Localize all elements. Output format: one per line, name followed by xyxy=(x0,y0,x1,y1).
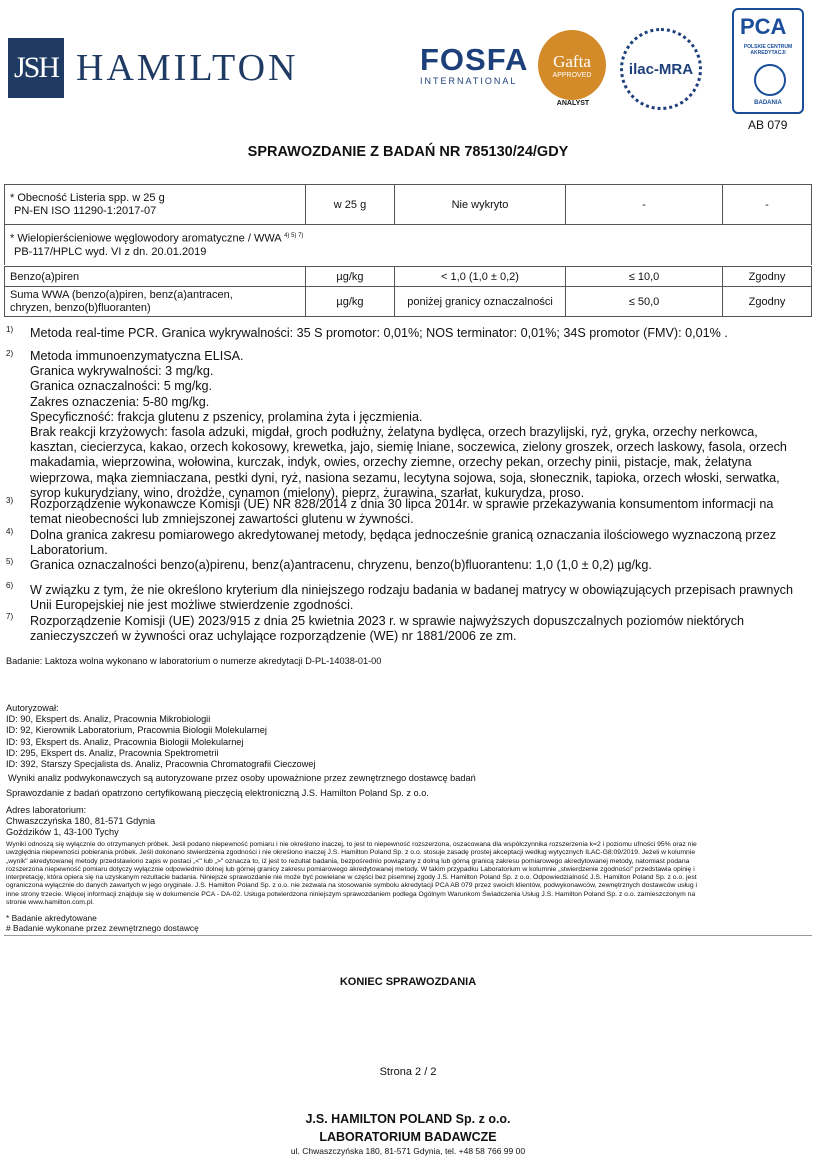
legend-external: # Badanie wykonane przez zewnętrznego dostawcę xyxy=(6,923,199,933)
accreditation-number: AB 079 xyxy=(748,118,788,132)
unit-cell: µg/kg xyxy=(306,267,395,287)
unit-cell: w 25 g xyxy=(306,185,395,225)
results-table-wwa xyxy=(4,266,812,317)
report-title: SPRAWOZDANIE Z BADAŃ NR 785130/24/GDY xyxy=(247,144,569,160)
legend xyxy=(6,913,199,933)
address-line: Chwaszczyńska 180, 81-571 Gdynia xyxy=(6,815,156,826)
authorized-label: Autoryzował: xyxy=(6,703,59,713)
result-cell: poniżej granicy oznaczalności xyxy=(395,287,566,317)
footnote-number: 7) xyxy=(6,612,14,621)
test-name: * Wielopierścieniowe węglowodory aromatyczne / WWA xyxy=(10,233,282,246)
results-table-top xyxy=(4,184,812,265)
divider xyxy=(4,935,812,936)
disclaimer: Wyniki odnoszą się wyłącznie do otrzymanych próbek. Jeśli podano niepewność pomiaru i nie określono inaczej, to jest to niepewność rozszerzona, oszacowana dla współczynnika rozszerzenia k=2 i poziomu ufności 95% oraz nie uwzględnia niepewności pobierania próbek. Jeśli dokonano stwierdzenia zgodności i nie określono inaczej J.S. Hamilton Poland Sp. z o.o. stosuje zasadę prostej akceptacji według wytycznych ILAC-G8:09/2019. Jeżeli w kolumnie „wynik" akredytowanej metody przedstawiono zapis w postaci „<" lub „>" oznacza to, iż jest to rezultat badania, bezpośrednio powiązany z dolną lub górną granicą zakresu pomiarowego akredytowanej metody, natomiast podana rozszerzona niepewność pomiaru dotyczy wyłącznie odpowiednio dolnej lub górnej granicy zakresu pomiarowego akredytowanej metody. W takim przypadku Laboratorium w kolumnie „stwierdzenie zgodności" przedstawia opinię i interpretację, która opiera się na uzyskanym rezultacie badania. Niniejsze sprawozdanie nie może być powielane w części bez pisemnej zgody J.S. Hamilton Poland Sp. z o.o. Odpowiedzialność J.S. Hamilton Poland Sp. z o.o. jest ograniczona wyłącznie do danych zawartych w jego oryginale. J.S. Hamilton Poland Sp. z o.o. nie zezwala na stosowanie symbolu akredytacji PCA AB 079 przez swoich klientów, podwykonawców, zewnętrznych dostawców usług i inne strony trzecie. Więcej informacji znajduje się w dokumencie PCA - DA-02. Usługa potwierdzona niniejszym sprawozdaniem podlega Ogólnym Warunkom Świadczenia Usług J.S. Hamilton Poland Sp. z o.o. zamieszczonym na stronie www.hamilton.com.pl. xyxy=(6,841,697,907)
jsh-logo-mark: JSH xyxy=(8,38,64,98)
conformity-cell: Zgodny xyxy=(723,267,812,287)
address-label: Adres laboratorium: xyxy=(6,804,87,815)
footer-address: ul. Chwaszczyńska 180, 81-571 Gdynia, tel. +48 58 766 99 00 xyxy=(290,1146,526,1156)
authorized-block xyxy=(6,703,476,838)
gafta-logo: Gafta APPROVED xyxy=(538,30,606,100)
conformity-cell: Zgodny xyxy=(723,287,812,317)
authorizer: ID: 93, Ekspert ds. Analiz, Pracownia Biologii Molekularnej xyxy=(6,736,244,747)
footnote-number: 1) xyxy=(6,325,14,334)
conformity-cell: - xyxy=(723,185,812,225)
limit-cell: ≤ 10,0 xyxy=(566,267,723,287)
authorizer: ID: 392, Starszy Specjalista ds. Analiz, Pracownia Chromatografii Cieczowej xyxy=(6,759,316,770)
gafta-analyst-label: ANALYST xyxy=(556,100,590,107)
param-name: Suma WWA (benzo(a)piren, benz(a)antracen, xyxy=(10,288,233,301)
legend-accredited: * Badanie akredytowane xyxy=(6,913,97,923)
footnote-number: 4) xyxy=(6,527,14,536)
test-name: * Obecność Listeria spp. w 25 g xyxy=(10,191,165,204)
end-of-report: KONIEC SPRAWOZDANIA xyxy=(339,976,477,988)
footnote-text: Metoda real-time PCR. Granica wykrywalności: 35 S promotor: 0,01%; NOS terminator: 0,01%; 34S promotor (FMV): 0,01% . xyxy=(30,326,728,340)
badanie-note: Badanie: Laktoza wolna wykonano w laboratorium o numerze akredytacji D-PL-14038-01-00 xyxy=(6,656,382,666)
footnote-number: 2) xyxy=(6,349,14,358)
fosfa-logo: FOSFA INTERNATIONAL xyxy=(420,42,529,86)
footer-lab: LABORATORIUM BADAWCZE xyxy=(319,1130,497,1144)
result-cell: Nie wykryto xyxy=(395,185,566,225)
flask-icon xyxy=(754,64,786,96)
footnote-text: Granica oznaczalności benzo(a)pirenu, benz(a)antracenu, chryzenu, benzo(b)fluorantenu: 1,0 (1,0 ± 0,2) µg/kg. xyxy=(30,558,652,572)
table-row xyxy=(5,287,812,317)
table-row xyxy=(5,185,812,225)
authorizer: ID: 90, Ekspert ds. Analiz, Pracownia Mikrobiologii xyxy=(6,714,211,725)
result-cell: < 1,0 (1,0 ± 0,2) xyxy=(395,267,566,287)
page-number: Strona 2 / 2 xyxy=(379,1066,437,1078)
table-row xyxy=(5,225,812,265)
hamilton-logo xyxy=(8,38,298,98)
authorizer: ID: 295, Ekspert ds. Analiz, Pracownia Spektrometrii xyxy=(6,747,219,758)
unit-cell: µg/kg xyxy=(306,287,395,317)
param-name: Benzo(a)piren xyxy=(10,270,80,283)
signature-note: Sprawozdanie z badań opatrzono certyfikowaną pieczęcią elektroniczną J.S. Hamilton Poland Sp. z o.o. xyxy=(6,788,429,799)
footnote-number: 5) xyxy=(6,557,14,566)
footnote-2: Metoda immunoenzymatyczna ELISA. Granica wykrywalności: 3 mg/kg. Granica oznaczalności: 5 mg/kg. Zakres oznaczenia: 5-80 mg/kg. Specyficzność: frakcja glutenu z pszenicy, prolamina żyta i jęczmienia. Brak reakcji krzyżowych: fasola adzuki, migdał, groch podłużny, żelatyna bydlęca, orzech brazylijski, ryż, gryka, orzechy nerkowca, kasztan, ciecierzyca, kakao, orzech kokosowy, krewetka, jajo, siemię lniane, soczewica, zielony groszek, orzech laskowy, fasola, orzech makadamia, wieprzowina, wołowina, kurczak, indyk, owies, orzechy ziemne, orzechy pekan, orzechy pinii, pistacje, mak, żelatyna wieprzowa, mąka ziemniaczana, pestki dyni, ryż, nasiona sezamu, lecytyna sojowa, soja, słonecznik, tapioka, orzech włoski, serwatka, syrop kukurydziany, wino, drożdże, cynamon (mielony), pieprz, żurawina, szarłat, kukurydza, proso. xyxy=(30,349,787,500)
footnote-3: Rozporządzenie wykonawcze Komisji (UE) NR 828/2014 z dnia 30 lipca 2014r. w sprawie przekazywania konsumentom informacji na temat nieobecności lub zmniejszonej zawartości glutenu w żywności. xyxy=(30,497,774,527)
pca-accreditation-badge: PCA POLSKIE CENTRUM AKREDYTACJI BADANIA xyxy=(732,8,804,114)
authorizer: ID: 92, Kierownik Laboratorium, Pracownia Biologii Molekularnej xyxy=(6,725,267,736)
test-method: PN-EN ISO 11290-1:2017-07 xyxy=(14,204,157,217)
test-method: PB-117/HPLC wyd. VI z dn. 20.01.2019 xyxy=(14,246,207,259)
subcontract-note: Wyniki analiz podwykonawczych są autoryzowane przez osoby upoważnione przez zewnętrznego dostawcę badań xyxy=(8,773,476,784)
footnote-number: 6) xyxy=(6,581,14,590)
footnote-7: Rozporządzenie Komisji (UE) 2023/915 z dnia 25 kwietnia 2023 r. w sprawie najwyższych dopuszczalnych poziomów niektórych zanieczyszczeń w żywności oraz uchylające rozporządzenie (WE) nr 1881/2006 ze zm. xyxy=(30,614,744,644)
limit-cell: ≤ 50,0 xyxy=(566,287,723,317)
ilac-mra-logo: ilac-MRA xyxy=(620,28,702,110)
limit-cell: - xyxy=(566,185,723,225)
table-row xyxy=(5,267,812,287)
footnote-4: Dolna granica zakresu pomiarowego akredytowanej metody, będąca jednocześnie granicą oznaczania ilościowego wyznaczoną przez Laboratorium. xyxy=(30,528,777,558)
footnote-number: 3) xyxy=(6,496,14,505)
param-name-cont: chryzen, benzo(b)fluoranten) xyxy=(10,301,151,314)
footer-company: J.S. HAMILTON POLAND Sp. z o.o. xyxy=(305,1112,511,1126)
address-line: Goździków 1, 43-100 Tychy xyxy=(6,827,119,838)
footnote-refs: 4) 5) 7) xyxy=(284,233,304,240)
hamilton-wordmark: HAMILTON xyxy=(76,47,299,89)
footnote-6: W związku z tym, że nie określono kryterium dla niniejszego rodzaju badania w badanej matrycy w obowiązujących przepisach prawnych Unii Europejskiej nie jest możliwe stwierdzenie zgodności. xyxy=(30,583,793,613)
